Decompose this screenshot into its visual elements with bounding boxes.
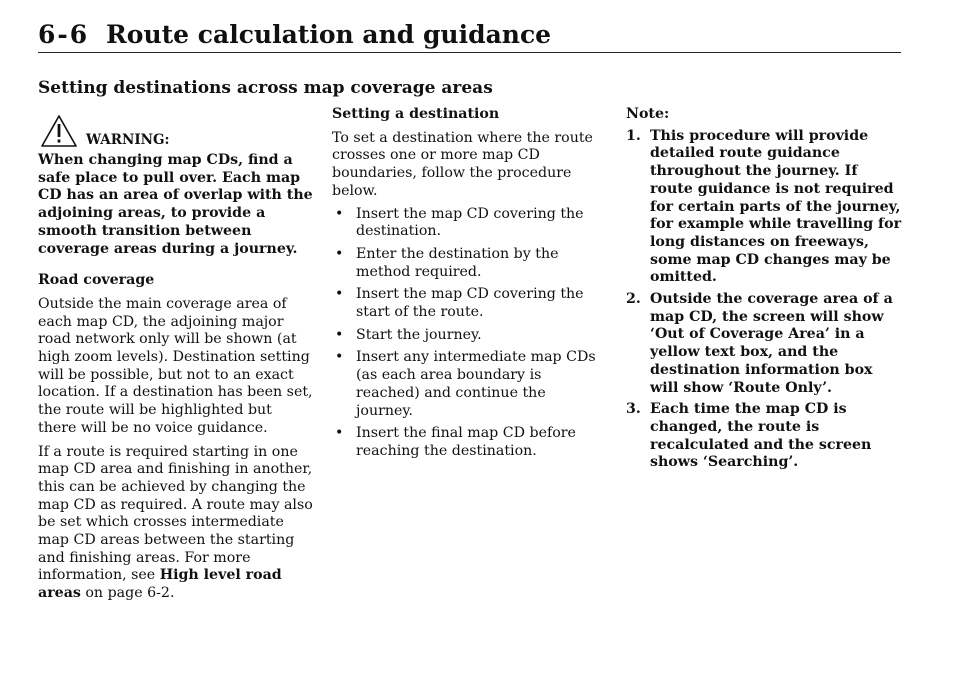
setting-destination-intro: To set a destination where the route crosses one or more map CD boundaries, follow the procedure below. xyxy=(332,129,593,199)
note-heading: Note: xyxy=(626,106,670,122)
note-number: 3. xyxy=(626,401,641,418)
list-item: • Insert the final map CD before reaching the destination. xyxy=(335,425,576,459)
procedure-list xyxy=(332,206,607,461)
bullet-icon: • xyxy=(335,326,344,343)
column-right xyxy=(626,106,902,472)
note-number: 1. xyxy=(626,127,641,144)
warning-label: WARNING: xyxy=(86,132,170,148)
list-item: • Enter the destination by the method required. xyxy=(335,245,559,280)
list-item xyxy=(626,128,902,287)
paragraph-2-page-ref: on page 6-2. xyxy=(80,585,175,602)
list-item: • Insert the map CD covering the destination. xyxy=(335,205,584,240)
bullet-icon: • xyxy=(335,349,344,366)
list-item xyxy=(626,401,902,472)
page-title: Route calculation and guidance xyxy=(106,20,552,49)
list-item: • Insert the map CD covering the start of the route. xyxy=(335,286,584,321)
setting-destination-heading: Setting a destination xyxy=(332,106,500,122)
road-coverage-heading: Road coverage xyxy=(38,272,155,289)
note-number: 2. xyxy=(626,291,641,308)
note-text: Outside the coverage area of a map CD, the screen will show ‘Out of Coverage Area’ in a yellow text box, and the destination information box will show ‘Route Only’. xyxy=(650,291,893,396)
road-coverage-paragraph-2 xyxy=(38,444,313,603)
road-coverage-paragraph-1: Outside the main coverage area of each map CD, the adjoining major road network only will be shown (at high zoom levels). Destination setting will be possible, but not to an exact location. If a destination has been set, the route will be highlighted but there will be no voice guidance. xyxy=(38,295,313,436)
bullet-icon: • xyxy=(335,205,344,222)
bullet-icon: • xyxy=(335,425,344,442)
list-item xyxy=(626,291,902,397)
bullet-icon: • xyxy=(335,286,344,303)
column-middle xyxy=(332,106,607,461)
note-list xyxy=(626,128,902,472)
warning-header xyxy=(38,106,313,150)
page-number: 6-6 xyxy=(38,20,90,49)
list-item: • Insert any intermediate map CDs (as each area boundary is reached) and continue the journey. xyxy=(335,349,596,419)
high-level-road-areas-reference: High level road areas xyxy=(38,567,282,602)
section-heading: Setting destinations across map coverage areas xyxy=(38,78,493,98)
note-text: This procedure will provide detailed route guidance throughout the journey. If route guidance is not required for certain parts of the journey, for example while travelling for long distances on freeways, some map CD changes may be omitted. xyxy=(650,127,902,286)
bullet-icon: • xyxy=(335,245,344,262)
list-item: • Start the journey. xyxy=(335,326,482,343)
note-text: Each time the map CD is changed, the route is recalculated and the screen shows ‘Searching’. xyxy=(650,401,872,471)
warning-text: When changing map CDs, find a safe place to pull over. Each map CD has an area of overlap with the adjoining areas, to provide a smooth transition between coverage areas during a journey. xyxy=(38,152,313,257)
page-header xyxy=(38,18,901,53)
column-left xyxy=(38,106,313,603)
warning-triangle-icon xyxy=(40,114,78,148)
paragraph-2-text: If a route is required starting in one map CD area and finishing in another, this can be achieved by changing the map CD as required. A route may also be set which crosses intermediate map CD areas between the starting and finishing areas. For more information, see xyxy=(38,443,313,584)
